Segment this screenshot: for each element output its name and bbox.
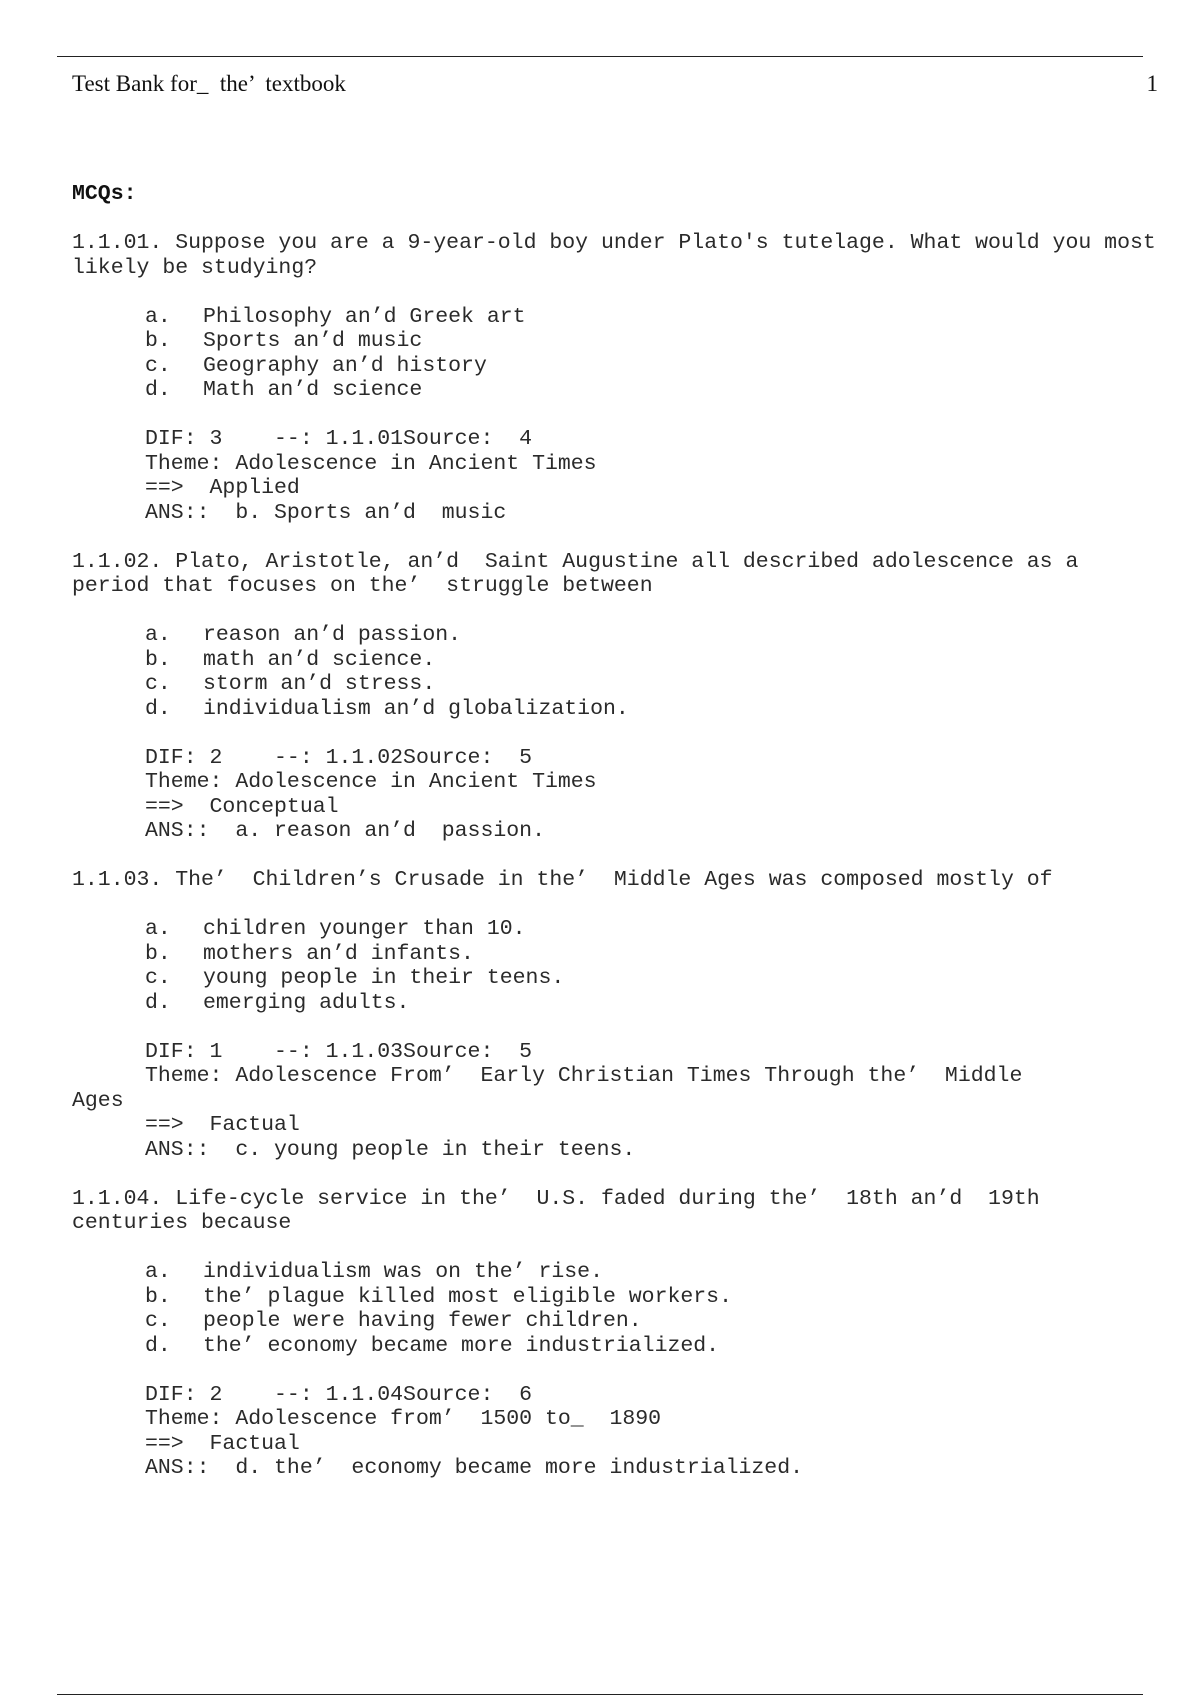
option-letter: d.	[145, 1333, 171, 1358]
option-text: individualism was on the’ rise.	[203, 1260, 603, 1284]
answer-line: ANS:: a. reason an’d passion.	[145, 819, 545, 843]
option-text: the’ plague killed most eligible workers.	[203, 1284, 732, 1309]
option-text: storm an’d stress.	[203, 672, 436, 696]
theme-line: Theme: Adolescence from’ 1500 to_ 1890	[145, 1407, 662, 1431]
option-item	[145, 378, 1162, 403]
question-meta	[145, 427, 1162, 525]
option-item	[145, 329, 1162, 354]
question-type-line: ==> Factual	[145, 1431, 300, 1456]
option-list	[145, 917, 1162, 1015]
option-text: Math an’d science	[203, 378, 423, 402]
option-item	[145, 623, 1162, 648]
question-type-line: ==> Applied	[145, 476, 300, 500]
difficulty-line: DIF: 2 --: 1.1.04Source: 6	[145, 1382, 533, 1407]
option-item	[145, 1285, 1162, 1310]
option-list	[145, 305, 1162, 403]
option-item	[145, 648, 1162, 673]
question-stem: 1.1.01. Suppose you are a 9-year-old boy under Plato's tutelage. What would you most likely be studying?	[72, 231, 1169, 280]
option-list	[145, 1260, 1162, 1358]
option-item	[145, 917, 1162, 942]
option-text: children younger than 10.	[203, 917, 526, 941]
question-stem: 1.1.02. Plato, Aristotle, an’d Saint Augustine all described adolescence as a period that focuses on the’ struggle between	[72, 549, 1092, 598]
option-item	[145, 697, 1162, 722]
question-meta	[145, 746, 1162, 844]
question-type-line: ==> Factual	[145, 1113, 300, 1137]
answer-line: ANS:: b. Sports an’d music	[145, 500, 507, 525]
option-letter: a.	[145, 1260, 171, 1284]
option-text: individualism an’d globalization.	[203, 696, 629, 721]
question-type-line: ==> Conceptual	[145, 794, 339, 819]
option-letter: a.	[145, 917, 171, 941]
option-letter: b.	[145, 647, 171, 672]
option-text: Philosophy an’d Greek art	[203, 304, 526, 329]
option-letter: b.	[145, 1284, 171, 1309]
answer-line: ANS:: c. young people in their teens.	[145, 1137, 636, 1162]
option-item	[145, 672, 1162, 697]
option-item	[145, 942, 1162, 967]
option-item	[145, 1309, 1162, 1334]
option-letter: c.	[145, 966, 171, 990]
question-item	[72, 231, 1169, 525]
option-item	[145, 966, 1162, 991]
section-title: MCQs:	[72, 182, 137, 206]
header-title: Test Bank for_ the’ textbook	[72, 71, 346, 96]
answer-line: ANS:: d. the’ economy became more industrialized.	[145, 1456, 804, 1480]
option-text: people were having fewer children.	[203, 1309, 642, 1333]
question-item	[72, 1187, 1162, 1481]
option-letter: c.	[145, 672, 171, 696]
option-letter: d.	[145, 696, 171, 721]
theme-line: Theme: Adolescence in Ancient Times	[145, 451, 597, 476]
question-stem: 1.1.04. Life-cycle service in the’ U.S. faded during the’ 18th an’d 19th centuries because	[72, 1186, 1053, 1235]
question-item	[72, 550, 1162, 844]
option-item	[145, 1260, 1162, 1285]
option-text: Sports an’d music	[203, 329, 423, 353]
option-letter: a.	[145, 304, 171, 329]
header-rule	[57, 56, 1143, 57]
option-letter: b.	[145, 329, 171, 353]
question-meta	[145, 1383, 1162, 1481]
option-item	[145, 991, 1162, 1016]
option-text: mothers an’d infants.	[203, 941, 474, 966]
option-letter: c.	[145, 1309, 171, 1333]
option-letter: a.	[145, 623, 171, 647]
option-item	[145, 354, 1162, 379]
difficulty-line: DIF: 3 --: 1.1.01Source: 4	[145, 427, 533, 451]
option-item	[145, 305, 1162, 330]
difficulty-line: DIF: 2 --: 1.1.02Source: 5	[145, 745, 533, 770]
theme-line: Theme: Adolescence From’ Early Christian Times Through the’ Middle	[145, 1064, 1023, 1088]
footer-rule	[57, 1694, 1143, 1695]
option-letter: b.	[145, 941, 171, 966]
question-stem: 1.1.03. The’ Children’s Crusade in the’ Middle Ages was composed mostly of	[72, 868, 1053, 892]
option-letter: d.	[145, 990, 171, 1015]
question-list	[72, 182, 1169, 1505]
option-list	[145, 623, 1162, 721]
option-letter: d.	[145, 378, 171, 402]
theme-line: Theme: Adolescence in Ancient Times	[145, 770, 597, 794]
question-meta	[72, 1039, 1162, 1163]
page-number: 1	[1146, 71, 1158, 96]
option-text: the’ economy became more industrialized.	[203, 1333, 720, 1358]
option-text: young people in their teens.	[203, 966, 565, 990]
option-text: reason an’d passion.	[203, 623, 462, 647]
theme-line-wrap: Ages	[72, 1088, 124, 1113]
question-item	[72, 868, 1162, 1162]
option-text: emerging adults.	[203, 990, 410, 1015]
option-text: math an’d science.	[203, 647, 436, 672]
option-item	[145, 1334, 1162, 1359]
difficulty-line: DIF: 1 --: 1.1.03Source: 5	[145, 1039, 533, 1064]
option-letter: c.	[145, 353, 171, 378]
option-text: Geography an’d history	[203, 353, 487, 378]
